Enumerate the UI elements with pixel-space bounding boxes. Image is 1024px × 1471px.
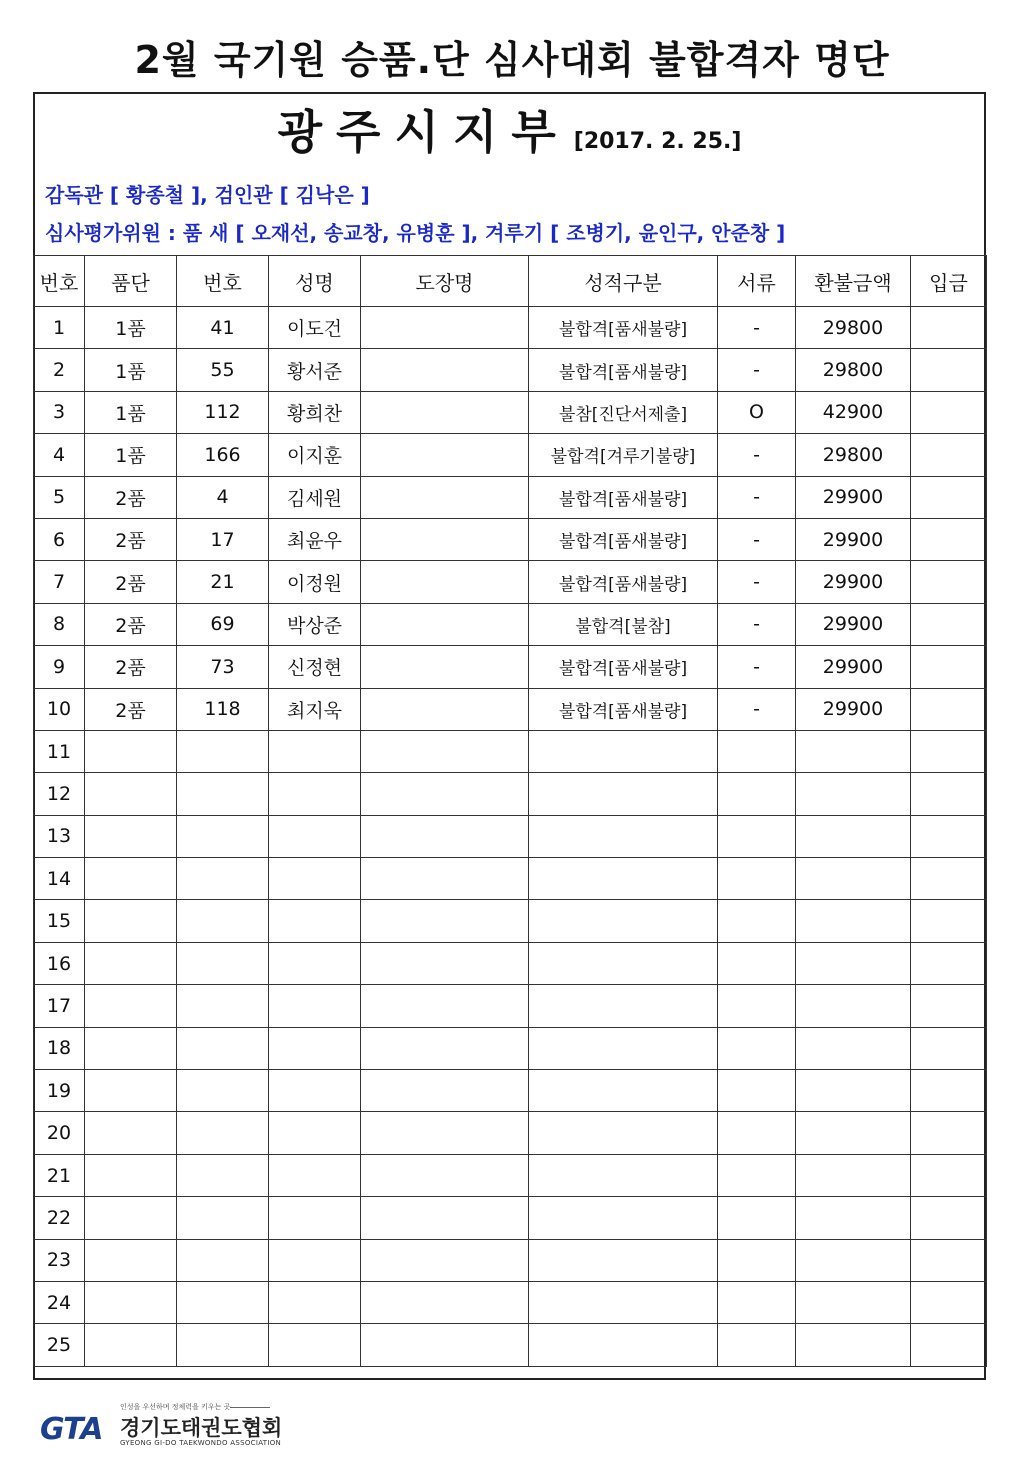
cell-documents: - [718,307,796,349]
cell-grade [85,815,177,857]
cell-refund [796,1281,911,1323]
cell-row-no: 19 [34,1070,85,1112]
cell-result: 불합격[품새불량] [529,476,718,518]
table-row [34,1197,987,1239]
cell-refund [796,1197,911,1239]
cell-name [269,858,361,900]
cell-row-no: 25 [34,1324,85,1366]
cell-refund [796,900,911,942]
cell-name: 박상준 [269,603,361,645]
cell-deposit [911,561,987,603]
cell-row-no: 9 [34,646,85,688]
branch-name: 광주시지부 [277,105,570,159]
cell-result [529,815,718,857]
cell-refund [796,730,911,772]
cell-row-no: 14 [34,858,85,900]
cell-dojang [361,1112,529,1154]
cell-dojang [361,942,529,984]
cell-grade [85,900,177,942]
cell-exam-no: 17 [177,518,269,560]
table-row [34,349,987,391]
cell-row-no: 2 [34,349,85,391]
cell-refund [796,1239,911,1281]
cell-result [529,942,718,984]
cell-deposit [911,646,987,688]
cell-result: 불합격[불참] [529,603,718,645]
cell-refund [796,985,911,1027]
table-row [34,1027,987,1069]
cell-refund [796,1112,911,1154]
cell-documents: - [718,349,796,391]
cell-name [269,1281,361,1323]
cell-documents [718,1070,796,1112]
table-row [34,1070,987,1112]
cell-name [269,1027,361,1069]
cell-result [529,985,718,1027]
cell-refund [796,773,911,815]
cell-dojang [361,434,529,476]
cell-refund [796,1324,911,1366]
cell-result [529,1281,718,1323]
cell-result: 불합격[품새불량] [529,561,718,603]
cell-dojang [361,1239,529,1281]
cell-row-no: 15 [34,900,85,942]
supervisors-line: 감독관 [ 황종철 ], 검인관 [ 김낙은 ] [45,183,370,207]
cell-name: 최윤우 [269,518,361,560]
cell-exam-no [177,1281,269,1323]
gta-logo [40,1412,102,1447]
table-row [34,858,987,900]
cell-row-no: 13 [34,815,85,857]
cell-row-no: 20 [34,1112,85,1154]
cell-row-no: 6 [34,518,85,560]
cell-deposit [911,1324,987,1366]
cell-dojang [361,858,529,900]
cell-deposit [911,349,987,391]
cell-exam-no: 21 [177,561,269,603]
cell-dojang [361,561,529,603]
cell-refund [796,858,911,900]
cell-name: 황희찬 [269,391,361,433]
cell-dojang [361,985,529,1027]
cell-grade: 2품 [85,518,177,560]
cell-documents [718,815,796,857]
cell-dojang [361,646,529,688]
cell-name [269,773,361,815]
cell-documents: - [718,561,796,603]
exam-date: [2017. 2. 25.] [573,129,742,154]
cell-row-no: 17 [34,985,85,1027]
cell-row-no: 21 [34,1154,85,1196]
cell-deposit [911,1197,987,1239]
cell-deposit [911,307,987,349]
cell-refund: 42900 [796,391,911,433]
col-header-grade: 품단 [85,256,177,307]
cell-grade: 2품 [85,476,177,518]
cell-documents [718,773,796,815]
table-row [34,1324,987,1366]
cell-dojang [361,1197,529,1239]
cell-dojang [361,1070,529,1112]
table-row [34,1154,987,1196]
cell-name [269,1197,361,1239]
cell-name [269,1070,361,1112]
cell-deposit [911,603,987,645]
cell-name [269,730,361,772]
slogan-divider [230,1407,270,1408]
cell-refund [796,1070,911,1112]
association-name: 경기도태권도협회 [120,1416,283,1440]
cell-name [269,1324,361,1366]
cell-documents [718,942,796,984]
cell-exam-no: 41 [177,307,269,349]
failed-candidates-table [33,255,987,1367]
cell-dojang [361,349,529,391]
cell-documents [718,1197,796,1239]
cell-name [269,1239,361,1281]
cell-dojang [361,900,529,942]
cell-result [529,773,718,815]
cell-name: 이도건 [269,307,361,349]
cell-name: 최지욱 [269,688,361,730]
cell-row-no: 3 [34,391,85,433]
cell-row-no: 7 [34,561,85,603]
cell-result: 불합격[품새불량] [529,307,718,349]
cell-result [529,858,718,900]
cell-exam-no: 166 [177,434,269,476]
cell-deposit [911,688,987,730]
cell-grade [85,942,177,984]
cell-exam-no [177,1027,269,1069]
cell-exam-no [177,815,269,857]
cell-deposit [911,1154,987,1196]
cell-exam-no: 118 [177,688,269,730]
table-row [34,688,987,730]
cell-documents: - [718,434,796,476]
cell-refund [796,1154,911,1196]
cell-name: 황서준 [269,349,361,391]
table-body [34,307,987,1367]
col-header-exam-no: 번호 [177,256,269,307]
cell-documents [718,858,796,900]
cell-exam-no [177,1070,269,1112]
cell-exam-no: 69 [177,603,269,645]
table-row [34,1239,987,1281]
table-row [34,1281,987,1323]
cell-exam-no [177,1197,269,1239]
cell-documents: O [718,391,796,433]
col-header-dojang: 도장명 [361,256,529,307]
slogan: 인성을 우선하며 정체력을 키우는 곳 [120,1403,231,1411]
cell-name [269,815,361,857]
col-header-row-no: 번호 [34,256,85,307]
cell-refund: 29800 [796,434,911,476]
cell-name: 이지훈 [269,434,361,476]
cell-refund [796,815,911,857]
cell-documents [718,730,796,772]
table-row [34,1112,987,1154]
table-row [34,561,987,603]
table-row [34,942,987,984]
cell-deposit [911,1027,987,1069]
cell-name [269,1154,361,1196]
association-footer [40,1398,300,1458]
cell-dojang [361,603,529,645]
cell-grade: 1품 [85,307,177,349]
sheet-header [35,94,984,255]
cell-deposit [911,815,987,857]
cell-grade [85,730,177,772]
cell-grade [85,1070,177,1112]
cell-exam-no [177,942,269,984]
cell-grade [85,1281,177,1323]
cell-grade [85,1239,177,1281]
cell-grade: 2품 [85,646,177,688]
cell-exam-no [177,1154,269,1196]
cell-result [529,900,718,942]
cell-dojang [361,518,529,560]
cell-deposit [911,730,987,772]
cell-refund: 29800 [796,349,911,391]
cell-result [529,1239,718,1281]
table-row [34,985,987,1027]
cell-grade [85,1154,177,1196]
table-row [34,603,987,645]
cell-result: 불합격[품새불량] [529,349,718,391]
cell-exam-no [177,900,269,942]
col-header-result: 성적구분 [529,256,718,307]
table-row [34,307,987,349]
cell-row-no: 16 [34,942,85,984]
cell-result [529,1324,718,1366]
cell-dojang [361,476,529,518]
col-header-documents: 서류 [718,256,796,307]
table-row [34,815,987,857]
table-row [34,900,987,942]
cell-deposit [911,476,987,518]
page-title: 2월 국기원 승품.단 심사대회 불합격자 명단 [134,38,890,82]
association-name-english: GYEONG GI-DO TAEKWONDO ASSOCIATION [120,1439,282,1447]
cell-dojang [361,773,529,815]
logo-text: GTA [40,1412,103,1447]
cell-row-no: 24 [34,1281,85,1323]
cell-exam-no [177,730,269,772]
cell-grade: 1품 [85,349,177,391]
cell-deposit [911,434,987,476]
cell-deposit [911,985,987,1027]
cell-exam-no: 55 [177,349,269,391]
table-row [34,434,987,476]
cell-documents: - [718,603,796,645]
cell-deposit [911,518,987,560]
cell-row-no: 18 [34,1027,85,1069]
cell-name [269,1112,361,1154]
cell-documents: - [718,688,796,730]
cell-grade: 1품 [85,391,177,433]
cell-name [269,985,361,1027]
cell-dojang [361,1027,529,1069]
cell-refund: 29900 [796,476,911,518]
cell-dojang [361,730,529,772]
cell-refund: 29900 [796,561,911,603]
cell-result: 불참[진단서제출] [529,391,718,433]
cell-grade [85,858,177,900]
cell-result: 불합격[품새불량] [529,688,718,730]
cell-dojang [361,1324,529,1366]
cell-grade [85,773,177,815]
cell-name: 이정원 [269,561,361,603]
cell-deposit [911,391,987,433]
cell-documents [718,1324,796,1366]
cell-refund: 29800 [796,307,911,349]
cell-name [269,942,361,984]
cell-exam-no [177,1324,269,1366]
branch-line [35,102,984,173]
table-row [34,646,987,688]
cell-dojang [361,391,529,433]
cell-row-no: 5 [34,476,85,518]
cell-result [529,1070,718,1112]
cell-result [529,730,718,772]
cell-refund [796,942,911,984]
cell-name: 신정현 [269,646,361,688]
cell-row-no: 8 [34,603,85,645]
cell-documents [718,1239,796,1281]
cell-row-no: 11 [34,730,85,772]
cell-name: 김세원 [269,476,361,518]
cell-dojang [361,1281,529,1323]
table-row [34,476,987,518]
cell-refund: 29900 [796,518,911,560]
cell-row-no: 4 [34,434,85,476]
cell-deposit [911,773,987,815]
table-row [34,391,987,433]
cell-dojang [361,815,529,857]
cell-grade [85,1197,177,1239]
cell-documents [718,1112,796,1154]
cell-exam-no [177,1239,269,1281]
cell-deposit [911,858,987,900]
cell-result [529,1154,718,1196]
cell-refund: 29900 [796,603,911,645]
cell-deposit [911,1281,987,1323]
cell-row-no: 22 [34,1197,85,1239]
cell-grade [85,1027,177,1069]
cell-deposit [911,1239,987,1281]
cell-grade: 2품 [85,688,177,730]
cell-documents [718,985,796,1027]
cell-result: 불합격[품새불량] [529,518,718,560]
cell-dojang [361,688,529,730]
cell-exam-no [177,858,269,900]
cell-name [269,900,361,942]
cell-row-no: 12 [34,773,85,815]
cell-row-no: 1 [34,307,85,349]
roster-sheet [33,92,986,1380]
cell-grade [85,1112,177,1154]
cell-dojang [361,307,529,349]
cell-result [529,1027,718,1069]
cell-documents: - [718,518,796,560]
table-row [34,773,987,815]
cell-deposit [911,942,987,984]
cell-exam-no: 4 [177,476,269,518]
col-header-name: 성명 [269,256,361,307]
cell-grade [85,985,177,1027]
cell-documents [718,900,796,942]
cell-deposit [911,1112,987,1154]
cell-result [529,1197,718,1239]
cell-result [529,1112,718,1154]
cell-refund [796,1027,911,1069]
cell-result: 불합격[겨루기불량] [529,434,718,476]
cell-exam-no [177,1112,269,1154]
cell-exam-no: 73 [177,646,269,688]
table-row [34,730,987,772]
cell-grade: 2품 [85,561,177,603]
judges-line: 심사평가위원 : 품 새 [ 오재선, 송교창, 유병훈 ], 겨루기 [ 조병기, 윤인구, 안준창 ] [45,221,786,245]
cell-grade: 1품 [85,434,177,476]
cell-documents: - [718,646,796,688]
cell-row-no: 23 [34,1239,85,1281]
cell-row-no: 10 [34,688,85,730]
cell-exam-no: 112 [177,391,269,433]
cell-documents [718,1027,796,1069]
cell-documents [718,1281,796,1323]
cell-result: 불합격[품새불량] [529,646,718,688]
cell-documents [718,1154,796,1196]
cell-refund: 29900 [796,688,911,730]
cell-documents: - [718,476,796,518]
cell-dojang [361,1154,529,1196]
cell-deposit [911,1070,987,1112]
col-header-deposit: 입금 [911,256,987,307]
cell-exam-no [177,773,269,815]
table-row [34,518,987,560]
cell-grade [85,1324,177,1366]
cell-refund: 29900 [796,646,911,688]
table-header-row [34,256,987,307]
cell-exam-no [177,985,269,1027]
cell-deposit [911,900,987,942]
col-header-refund: 환불금액 [796,256,911,307]
cell-grade: 2품 [85,603,177,645]
